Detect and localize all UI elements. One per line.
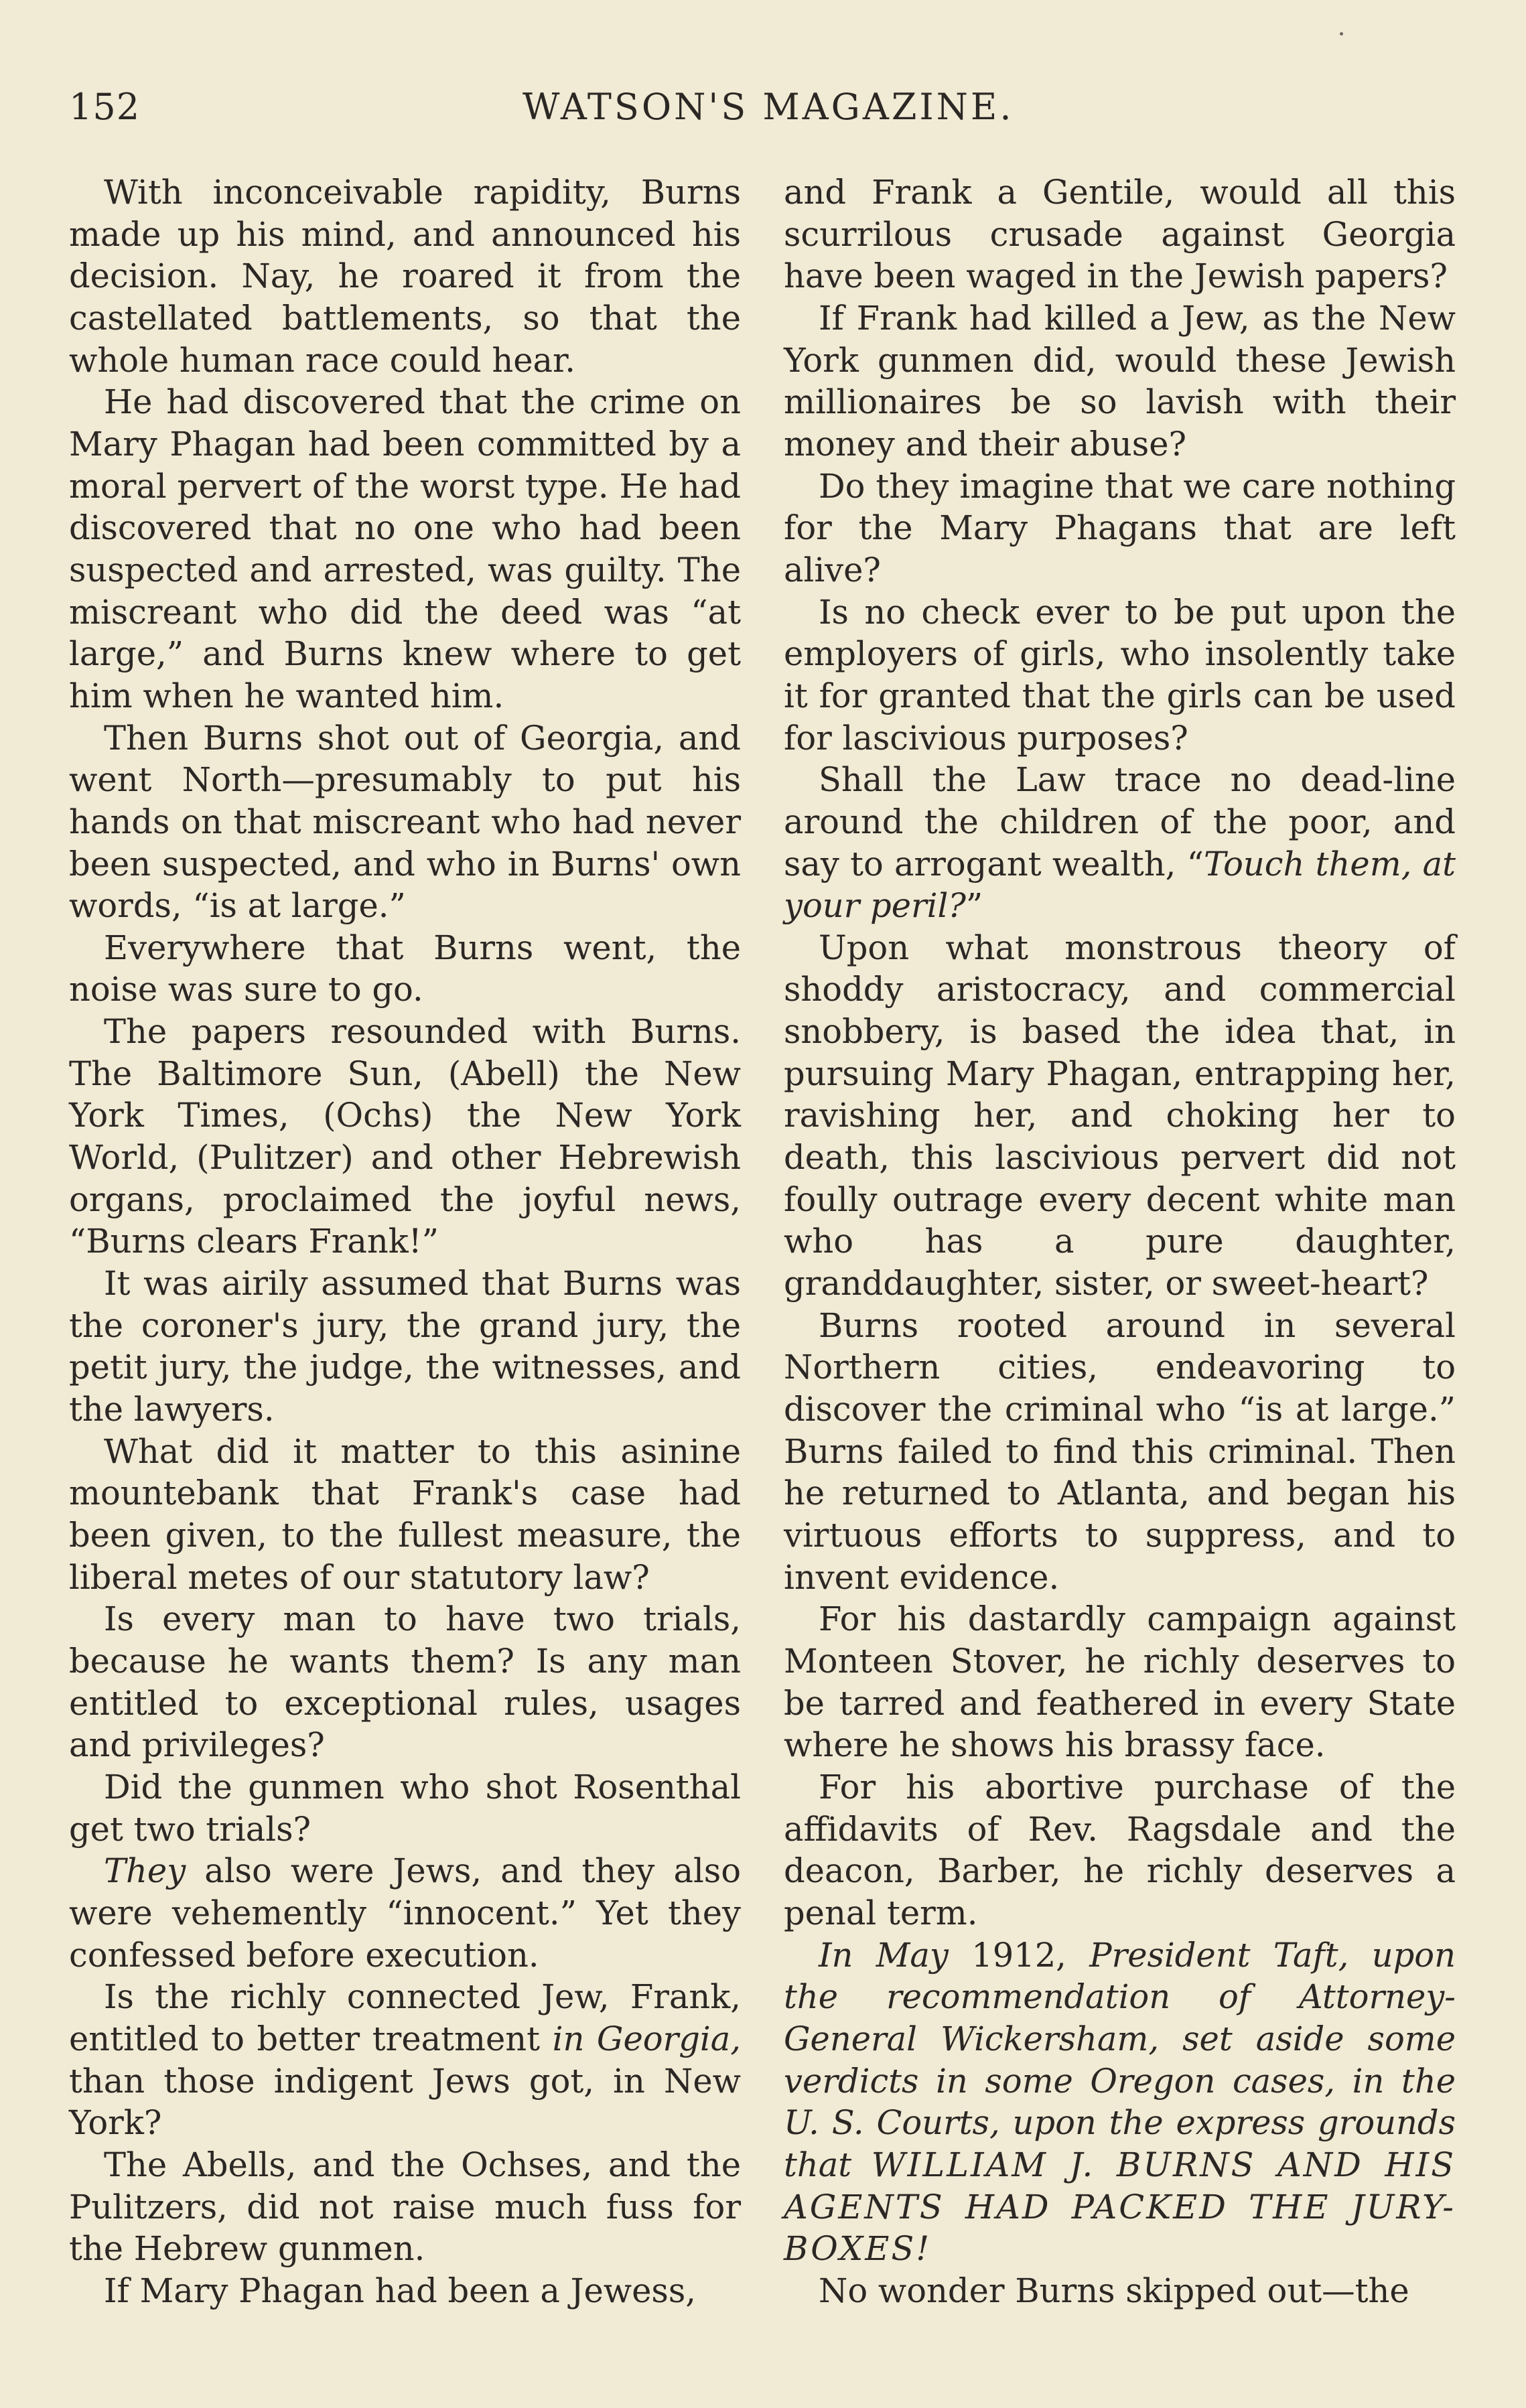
italic-text: They [104,1851,186,1891]
paragraph: If Frank had killed a Jew, as the New York gunmen did, would these Jewish millionaires be so lavish with their money and their abuse? [784,298,1456,464]
italic-text: in Georgia, [552,2019,741,2058]
italic-caps-text: WILLIAM J. BURNS AND HIS AGENTS HAD PACKED THE JURY-BOXES! [784,2145,1456,2269]
italic-text: Touch them, at your peril? [784,844,1456,926]
paragraph [784,1934,1456,2270]
paragraph-text: Is the richly connected Jew, Frank, entitled to better treatment [69,1977,741,2058]
paper-speck [1340,32,1343,36]
paragraph [69,1976,741,2144]
italic-text: In May [819,1935,949,1975]
paragraph: The Abells, and the Ochses, and the Pulitzers, did not raise much fuss for the Hebrew gunmen. [69,2145,741,2269]
paragraph: Burns rooted around in several Northern cities, endeavoring to discover the criminal who “is at large.” Burns failed to find this criminal. Then he returned to Atlanta, and began his virtuous efforts to suppress, and to invent evidence. [784,1305,1456,1597]
paragraph: Everywhere that Burns went, the noise was sure to go. [69,928,741,1009]
running-title: WATSON'S MAGAZINE. [523,86,1014,128]
paragraph: Is every man to have two trials, because he wants them? Is any man entitled to exceptional rules, usages and privileges? [69,1600,741,1765]
paragraph-text: ” [965,886,983,926]
paragraph: If Mary Phagan had been a Jewess, [104,2271,696,2310]
paragraph-continued: and Frank a Gentile, would all this scurrilous crusade against Georgia have been waged in the Jewish papers? [784,173,1456,296]
paragraph: With inconceivable rapidity, Burns made up his mind, and announced his decision. Nay, he roared it from the castellated battlements, so that the whole human race could hear. [69,173,741,380]
paragraph: Upon what monstrous theory of shoddy aristocracy, and commercial snobbery, is based the idea that, in pursuing Mary Phagan, entrapping her, ravishing her, and choking her to death, this lascivious pervert did not foully outrage every decent white man who has a pure daughter, granddaughter, sister, or sweet-heart? [784,928,1456,1303]
paragraph: Is no check ever to be put upon the employers of girls, who insolently take it for granted that the girls can be used for lascivious purposes? [784,592,1456,758]
paragraph-text: also were Jews, and they also were vehemently “innocent.” Yet they confessed before execution. [69,1851,741,1975]
paragraph: Do they imagine that we care nothing for the Mary Phagans that are left alive? [784,466,1456,589]
paragraph-text: than those indigent Jews got, in New York? [69,2061,741,2143]
paragraph: No wonder Burns skipped out—the [819,2271,1409,2310]
paragraph: What did it matter to this asinine mountebank that Frank's case had been given, to the fullest measure, the liberal metes of our statutory law? [69,1431,741,1597]
paragraph: Did the gunmen who shot Rosenthal get two trials? [69,1767,741,1849]
paragraph-text: 1912, [948,1935,1090,1975]
paragraph: For his dastardly campaign against Monteen Stover, he richly deserves to be tarred and feathered in every State where he shows his brassy face. [784,1600,1456,1765]
paragraph: Then Burns shot out of Georgia, and went North—presumably to put his hands on that miscreant who had never been suspected, and who in Burns' own words, “is at large.” [69,718,741,926]
italic-text: President Taft, upon the recommendation of Attorney-General Wickersham, set aside some verdicts in some Oregon cases, in the U. S. Courts, upon the express grounds that [784,1935,1456,2184]
paragraph-text: Shall the Law trace no dead-line around the children of the poor, and say to arrogant wealth, “ [784,760,1456,883]
paragraph: For his abortive purchase of the affidavits of Rev. Ragsdale and the deacon, Barber, he richly deserves a penal term. [784,1767,1456,1932]
right-column [784,171,1456,2312]
page-number: 152 [69,86,141,128]
paragraph [784,759,1456,927]
paragraph: It was airily assumed that Burns was the coroner's jury, the grand jury, the petit jury, the judge, the witnesses, and the lawyers. [69,1264,741,1429]
paragraph [69,1850,741,1976]
paragraph: The papers resounded with Burns. The Baltimore Sun, (Abell) the New York Times, (Ochs) the New York World, (Pulitzer) and other Hebrewish organs, proclaimed the joyful news, “Burns clears Frank!” [69,1012,741,1261]
left-column [69,171,741,2312]
paragraph: He had discovered that the crime on Mary Phagan had been committed by a moral pervert of the worst type. He had discovered that no one who had been suspected and arrested, was guilty. The miscreant who did the deed was “at large,” and Burns knew where to get him when he wanted him. [69,382,741,715]
